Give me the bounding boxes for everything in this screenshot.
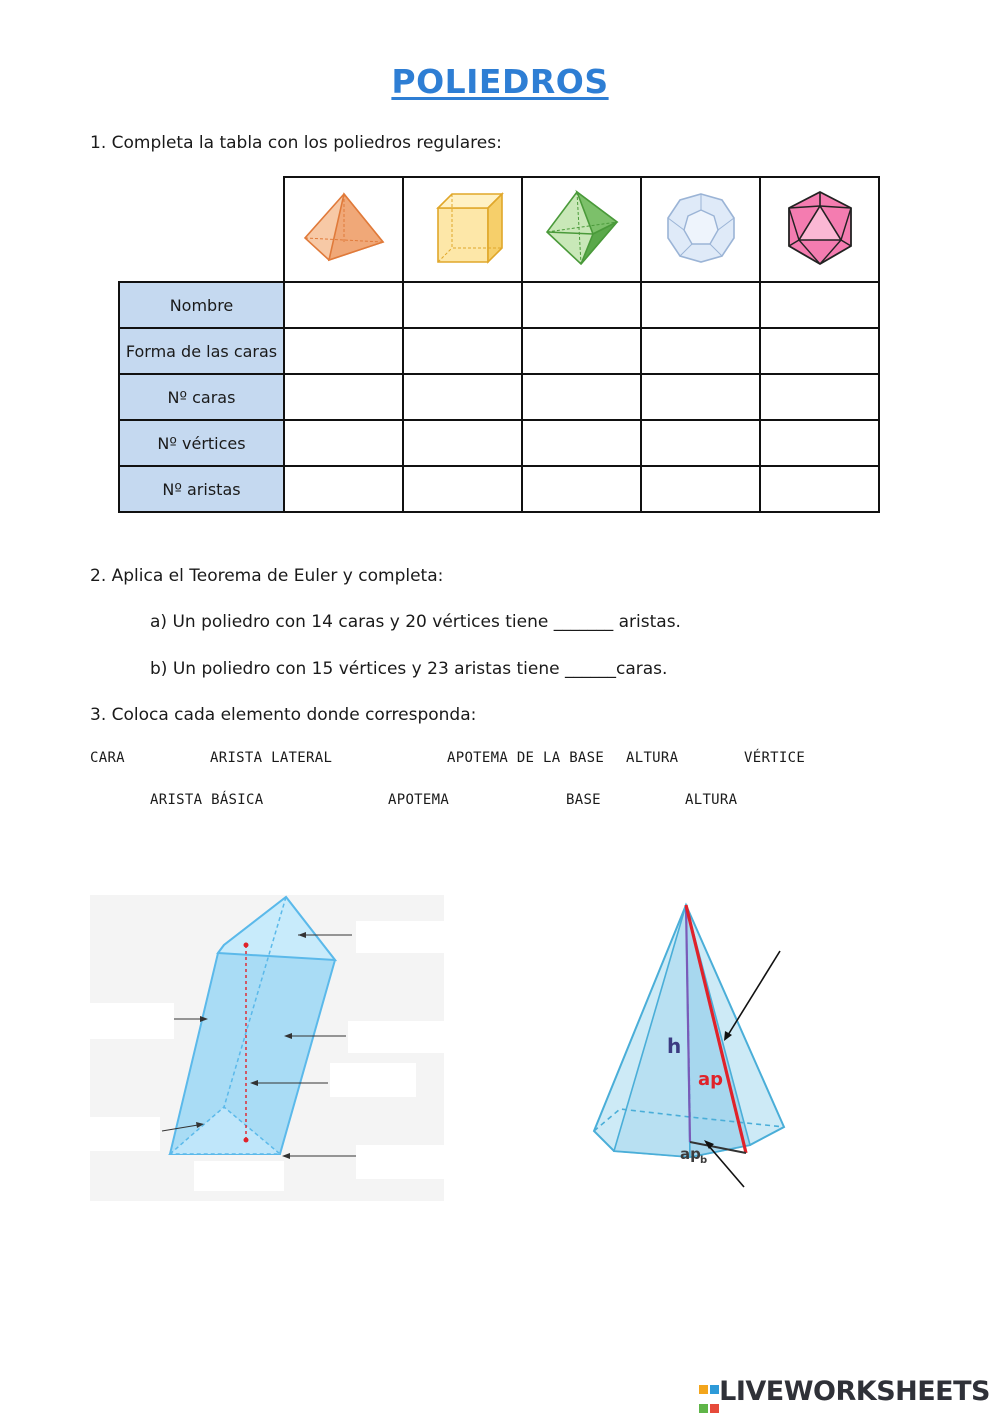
question-2a: a) Un poliedro con 14 caras y 20 vértices tiene _______ aristas. (150, 612, 681, 632)
answer-cell[interactable] (522, 282, 641, 328)
word-arista-basica[interactable]: ARISTA BÁSICA (150, 792, 264, 808)
drop-box[interactable] (90, 1117, 160, 1151)
answer-cell[interactable] (760, 420, 879, 466)
prism-figure (90, 895, 444, 1201)
word-apotema[interactable]: APOTEMA (388, 792, 450, 808)
cube-icon (418, 188, 508, 268)
answer-cell[interactable] (641, 328, 760, 374)
answer-cell[interactable] (284, 282, 403, 328)
word-altura[interactable]: ALTURA (626, 750, 679, 766)
row-header-nombre: Nombre (119, 282, 284, 328)
word-altura-2[interactable]: ALTURA (685, 792, 738, 808)
pyramid-figure (580, 895, 800, 1195)
word-base[interactable]: BASE (566, 792, 601, 808)
pyramid-label-apb-sub: b (700, 1155, 708, 1166)
tetrahedron-cell (284, 177, 403, 282)
word-vertice[interactable]: VÉRTICE (744, 750, 806, 766)
answer-cell[interactable] (522, 374, 641, 420)
word-apotema-base[interactable]: APOTEMA DE LA BASE (447, 750, 605, 766)
drop-box[interactable] (348, 1021, 444, 1053)
drop-box[interactable] (356, 921, 444, 953)
answer-cell[interactable] (641, 420, 760, 466)
cube-cell (403, 177, 522, 282)
answer-cell[interactable] (284, 420, 403, 466)
drop-box[interactable] (194, 1161, 284, 1191)
answer-cell[interactable] (760, 374, 879, 420)
answer-cell[interactable] (760, 328, 879, 374)
pyramid-diagram (580, 895, 800, 1195)
row-header-caras: Nº caras (119, 374, 284, 420)
octahedron-cell (522, 177, 641, 282)
answer-cell[interactable] (403, 420, 522, 466)
pyramid-label-apb: ap (680, 1145, 701, 1163)
dodecahedron-cell (641, 177, 760, 282)
question-1: 1. Completa la tabla con los poliedros regulares: (90, 133, 502, 153)
answer-cell[interactable] (760, 466, 879, 512)
answer-cell[interactable] (403, 466, 522, 512)
answer-cell[interactable] (284, 466, 403, 512)
answer-cell[interactable] (403, 328, 522, 374)
question-3: 3. Coloca cada elemento donde corresponda: (90, 705, 477, 725)
answer-cell[interactable] (403, 282, 522, 328)
row-header-forma: Forma de las caras (119, 328, 284, 374)
drop-box[interactable] (330, 1063, 416, 1097)
answer-cell[interactable] (403, 374, 522, 420)
table-corner (119, 177, 284, 282)
word-cara[interactable]: CARA (90, 750, 125, 766)
answer-cell[interactable] (641, 374, 760, 420)
answer-cell[interactable] (522, 466, 641, 512)
pyramid-label-ap: ap (698, 1069, 724, 1090)
answer-cell[interactable] (284, 328, 403, 374)
answer-cell[interactable] (760, 282, 879, 328)
question-2b: b) Un poliedro con 15 vértices y 23 aristas tiene ______caras. (150, 659, 668, 679)
answer-cell[interactable] (522, 420, 641, 466)
tetrahedron-icon (299, 188, 389, 268)
row-header-aristas: Nº aristas (119, 466, 284, 512)
pyramid-label-h: h (667, 1034, 682, 1058)
polyhedra-table (118, 176, 880, 513)
row-header-vertices: Nº vértices (119, 420, 284, 466)
drop-box[interactable] (356, 1145, 444, 1179)
page-title: POLIEDROS (391, 62, 609, 101)
answer-cell[interactable] (641, 282, 760, 328)
question-2: 2. Aplica el Teorema de Euler y completa: (90, 566, 444, 586)
icosahedron-cell (760, 177, 879, 282)
answer-cell[interactable] (522, 328, 641, 374)
word-arista-lateral[interactable]: ARISTA LATERAL (210, 750, 333, 766)
brand-name: LIVEWORKSHEETS (719, 1376, 990, 1407)
drop-box[interactable] (90, 1003, 174, 1039)
dodecahedron-icon (656, 188, 746, 268)
answer-cell[interactable] (284, 374, 403, 420)
octahedron-icon (537, 188, 627, 268)
icosahedron-icon (775, 188, 865, 268)
answer-cell[interactable] (641, 466, 760, 512)
